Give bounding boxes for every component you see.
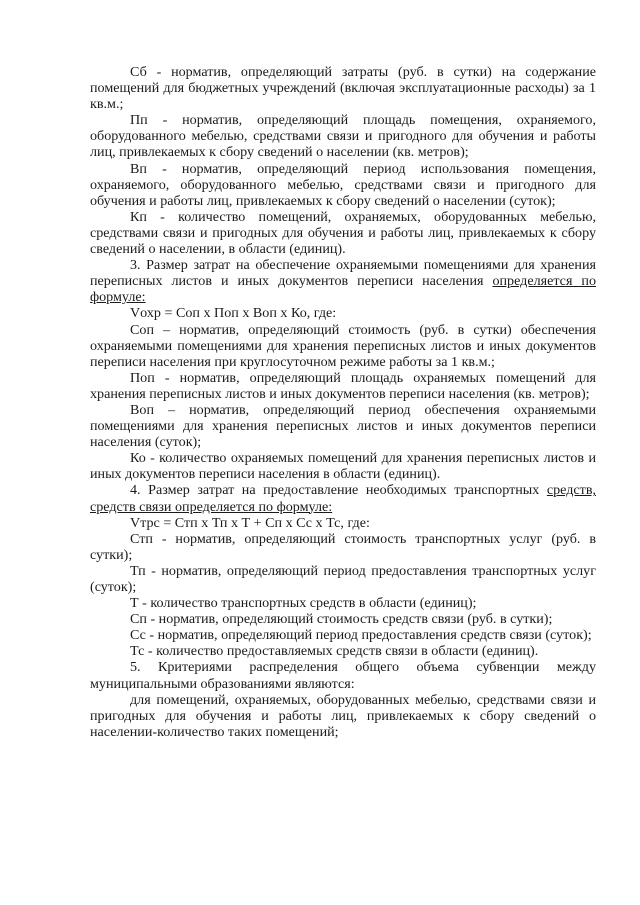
paragraph-sb: Сб - норматив, определяющий затраты (руб. в сутки) на содержание помещений для бюджетных учреждений (включая эксплуатационные расходы) за 1 кв.м.; <box>90 64 596 113</box>
paragraph-tp: Тп - норматив, определяющий период предоставления транспортных услуг (суток); <box>90 562 596 595</box>
paragraph-vop: Воп – норматив, определяющий период обеспечения охраняемыми помещениями для хранения переписных листов и иных документов переписи населения (суток); <box>90 401 596 451</box>
paragraph-vp: Вп - норматив, определяющий период использования помещения, охраняемого, оборудованного мебелью, средствами связи и пригодного для обучения и работы лиц, привлекаемых к сбору сведений о населении (суток); <box>90 160 596 209</box>
paragraph-pp: Пп - норматив, определяющий площадь помещения, охраняемого, оборудованного мебелью, средствами связи и пригодного для обучения и работы лиц, привлекаемых к сбору сведений о населении (кв. метров); <box>90 112 596 161</box>
paragraph-criteria-premises: для помещений, охраняемых, оборудованных мебелью, средствами связи и пригодных для обучения и работы лиц, привлекаемых к сбору сведений о населении-количество таких помещений; <box>90 691 596 740</box>
formula-vtrs: Vтрс = Стп x Тп x Т + Сп x Сс x Тс, где: <box>130 514 370 531</box>
paragraph-t: Т - количество транспортных средств в области (единиц); <box>130 595 477 612</box>
paragraph-stp: Стп - норматив, определяющий стоимость транспортных услуг (руб. в сутки); <box>90 530 596 563</box>
paragraph-ts: Тс - количество предоставляемых средств связи в области (единиц). <box>130 643 539 660</box>
formula-vohr: Vохр = Соп x Поп x Воп x Ко, где: <box>130 305 337 322</box>
paragraph-sop: Соп – норматив, определяющий стоимость (руб. в сутки) обеспечения охраняемыми помещениями для хранения переписных листов и иных документов переписи населения при круглосуточном режиме работы за 1 кв.м.; <box>90 321 596 370</box>
paragraph-kp: Кп - количество помещений, охраняемых, оборудованных мебелью, средствами связи и пригодных для обучения и работы лиц, привлекаемых к сбору сведений о населении, в области (единиц). <box>90 208 596 258</box>
paragraph-ss: Сс - норматив, определяющий период предоставления средств связи (суток); <box>130 627 592 644</box>
paragraph-item-3: 3. Размер затрат на обеспечение охраняемыми помещениями для хранения переписных листов и иных документов переписи населения определяется по формуле: <box>90 257 596 306</box>
paragraph-item-4: 4. Размер затрат на предоставление необходимых транспортных средств, средств связи определяется по формуле: <box>90 482 596 515</box>
paragraph-ko: Ко - количество охраняемых помещений для хранения переписных листов и иных документов переписи населения в области (единиц). <box>90 450 596 483</box>
paragraph-sp: Сп - норматив, определяющий стоимость средств связи (руб. в сутки); <box>130 611 553 628</box>
paragraph-item-5: 5. Критериями распределения общего объема субвенции между муниципальными образованиями являются: <box>90 659 596 692</box>
paragraph-pop: Поп - норматив, определяющий площадь охраняемых помещений для хранения переписных листов и иных документов переписи населения (кв. метров); <box>90 369 596 402</box>
